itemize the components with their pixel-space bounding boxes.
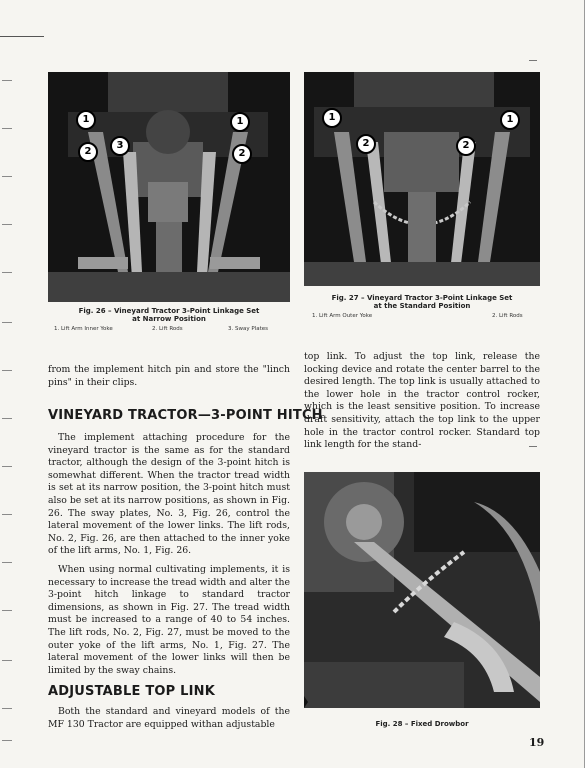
fig26-callout-1: 1 bbox=[76, 110, 96, 130]
fig27-caption bbox=[304, 294, 540, 310]
fig26-caption-line1: Fig. 26 – Vineyard Tractor 3-Point Linkage Set bbox=[78, 307, 260, 315]
paragraph-top-link: Both the standard and vineyard models of the MF 130 Tractor are equipped withan adjustable bbox=[48, 706, 290, 730]
fig27-callout-1: 1 bbox=[322, 108, 342, 128]
fig26-caption bbox=[48, 307, 290, 323]
fig27-callout-1b: 1 bbox=[500, 110, 520, 130]
intro-paragraph: from the implement hitch pin and store the "linch pins" in their clips. bbox=[48, 364, 290, 388]
fig27-legend-2: 2. Lift Rods bbox=[492, 313, 523, 319]
page-number: 19 bbox=[529, 736, 545, 749]
margin-tick bbox=[529, 60, 537, 61]
margin-tick bbox=[2, 466, 12, 467]
margin-tick bbox=[2, 562, 12, 563]
margin-tick bbox=[2, 128, 12, 129]
margin-tick bbox=[2, 514, 12, 515]
margin-tick bbox=[2, 370, 12, 371]
right-column-body bbox=[304, 351, 540, 458]
top-rule bbox=[0, 36, 44, 37]
left-column-tail bbox=[48, 706, 290, 737]
margin-tick bbox=[2, 610, 12, 611]
left-column-intro bbox=[48, 364, 290, 395]
margin-tick bbox=[2, 740, 12, 741]
paragraph-top-link-adjust: top link. To adjust the top link, release the locking device and rotate the center barrel to the desired length. The top link is usually attached to the lower hole in the tractor control rocker, which is the least sensitive position. To increase draft sensitivity, attach the top link to the upper hole in the tractor control rocker. Standard top link length for the stand- bbox=[304, 351, 540, 451]
margin-tick bbox=[2, 80, 12, 81]
fig28-photo bbox=[304, 472, 540, 708]
fig26-photo bbox=[48, 72, 290, 302]
fig26-callout-3: 3 bbox=[110, 136, 130, 156]
fig26-legend-2: 2. Lift Rods bbox=[152, 326, 183, 332]
fig27-callout-2b: 2 bbox=[456, 136, 476, 156]
margin-tick bbox=[2, 224, 12, 225]
section-marker-icon bbox=[304, 696, 308, 708]
fig26-callout-2: 2 bbox=[78, 142, 98, 162]
fig27-legend-1: 1. Lift Arm Outer Yoke bbox=[312, 313, 373, 319]
fig26-caption-line2: at Narrow Position bbox=[132, 315, 206, 323]
fig27-photo bbox=[304, 72, 540, 286]
fig26-legend-3: 3. Sway Plates bbox=[228, 326, 268, 332]
margin-tick bbox=[2, 176, 12, 177]
left-column-body bbox=[48, 432, 290, 683]
fig26-callout-2b: 2 bbox=[232, 144, 252, 164]
margin-tick bbox=[2, 272, 12, 273]
paragraph-vineyard-2: When using normal cultivating implements, it is necessary to increase the tread width and alter the 3-point hitch linkage to standard tractor dimensions, as shown in Fig. 27. The tread width must be increased to a range of 40 to 54 inches. The lift rods, No. 2, Fig. 27, must be moved to the outer yoke of the lift arms, No. 1, Fig. 27. The lateral movement of the lower links will then be limited by the sway chains. bbox=[48, 563, 290, 676]
margin-tick bbox=[2, 660, 12, 661]
fig26-callout-1b: 1 bbox=[230, 112, 250, 132]
margin-tick bbox=[2, 322, 12, 323]
margin-tick bbox=[2, 708, 12, 709]
fig28-caption: Fig. 28 – Fixed Drowbor bbox=[375, 720, 469, 728]
fig27-caption-line1: Fig. 27 – Vineyard Tractor 3-Point Linkage Set bbox=[331, 294, 513, 302]
fig26-legend-1: 1. Lift Arm Inner Yoke bbox=[54, 326, 113, 332]
fig27-caption-line2: at the Standard Position bbox=[373, 302, 471, 310]
margin-tick bbox=[2, 418, 12, 419]
fig27-callout-2: 2 bbox=[356, 134, 376, 154]
paragraph-vineyard-1: The implement attaching procedure for the vineyard tractor is the same as for the standard tractor, although the design of the 3-point hitch is somewhat different. When the tractor tread width is set at its narrow position, the 3-point hitch must also be set at its narrow positions, as shown in Fig. 26. The sway plates, No. 3, Fig. 26, control the lateral movement of the lower links. The lift rods, No. 2, Fig. 26, are then attached to the inner yoke of the lift arms, No. 1, Fig. 26. bbox=[48, 432, 290, 557]
section-heading-vineyard-hitch: VINEYARD TRACTOR—3-POINT HITCH bbox=[48, 408, 323, 423]
section-heading-top-link: ADJUSTABLE TOP LINK bbox=[48, 684, 215, 699]
